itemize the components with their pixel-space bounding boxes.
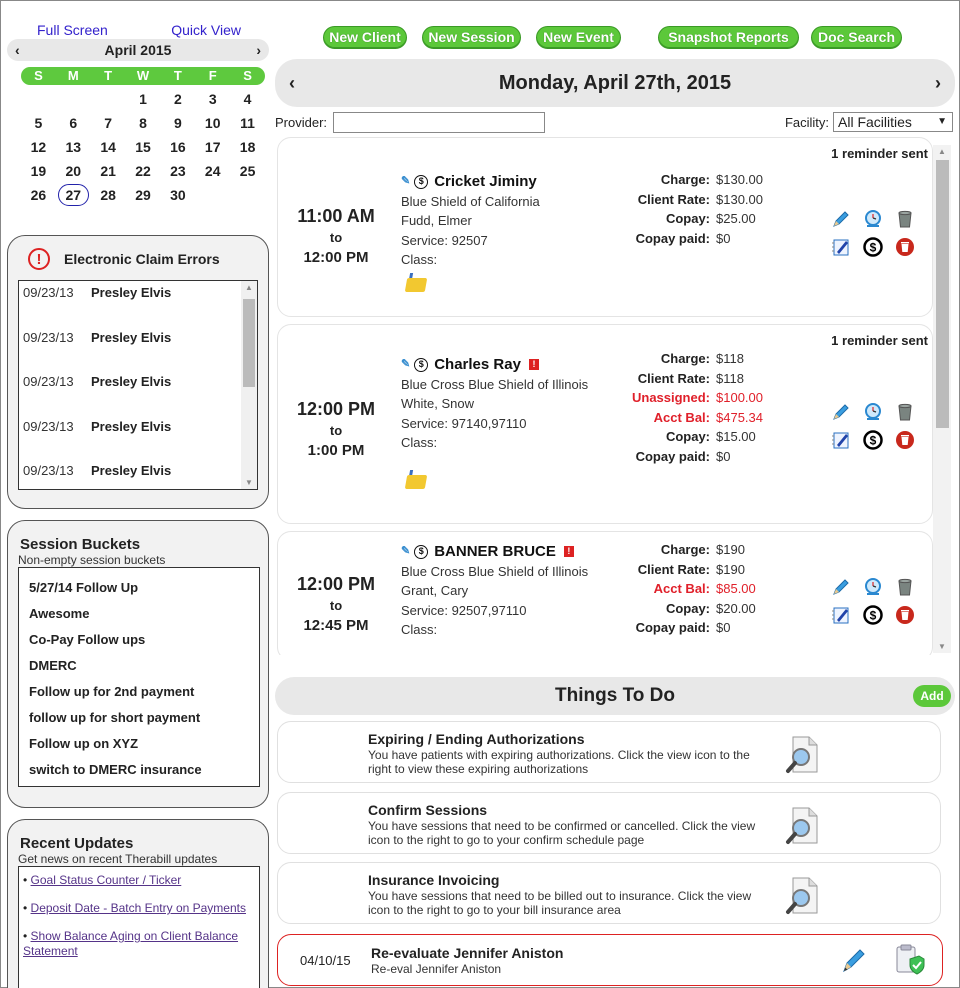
alert-circle-icon: ! xyxy=(28,248,50,270)
scroll-up-arrow-icon[interactable]: ▲ xyxy=(245,283,253,292)
recent-updates-title: Recent Updates xyxy=(20,835,134,852)
client-name-row xyxy=(401,542,588,562)
financial-row xyxy=(608,618,868,638)
financial-label: Client Rate: xyxy=(637,191,710,207)
billing-dollar-icon[interactable]: $ xyxy=(414,545,428,559)
things-to-do-header xyxy=(275,677,955,715)
provider-name: Fudd, Elmer xyxy=(401,213,472,228)
financial-row xyxy=(608,447,868,467)
calendar-day[interactable]: 3 xyxy=(208,91,217,107)
edit-task-pencil-icon[interactable] xyxy=(838,945,868,978)
calendar-day[interactable]: 29 xyxy=(135,187,151,203)
todo-title: Expiring / Ending Authorizations xyxy=(368,731,585,747)
session-actions xyxy=(830,576,926,626)
claim-errors-title: Electronic Claim Errors xyxy=(64,251,220,267)
calendar-day[interactable]: 13 xyxy=(65,139,82,155)
client-name[interactable]: BANNER BRUCE xyxy=(434,543,556,560)
financial-value: $0 xyxy=(716,448,731,464)
claim-error-row[interactable] xyxy=(19,459,257,490)
client-name[interactable]: Charles Ray xyxy=(434,356,521,373)
calendar-day[interactable]: 18 xyxy=(239,139,256,155)
reminder-clock-icon[interactable] xyxy=(862,401,884,423)
todo-description: You have patients with expiring authorizations. Click the view icon to the right to view these expiring authorizations xyxy=(368,748,750,776)
calendar-prev-month[interactable]: ‹ xyxy=(15,42,20,58)
todo-item xyxy=(277,721,941,783)
financial-value: $100.00 xyxy=(716,390,763,405)
financial-row xyxy=(608,427,868,447)
financial-value: $85.00 xyxy=(716,581,756,596)
provider-input[interactable] xyxy=(333,112,545,133)
session-notes-icon[interactable] xyxy=(830,236,852,258)
claim-client: Presley Elvis xyxy=(91,463,172,479)
left-sidebar xyxy=(7,1,269,958)
session-buckets-subtitle: Non-empty session buckets xyxy=(18,553,166,567)
calendar-day[interactable]: 23 xyxy=(170,163,186,179)
weekday-label: W xyxy=(136,68,150,83)
calendar-day[interactable]: 8 xyxy=(139,115,147,131)
financial-row xyxy=(608,408,868,428)
delete-session-trash-icon[interactable] xyxy=(894,236,916,258)
class-label: Class: xyxy=(401,252,438,267)
billing-dollar-icon[interactable]: $ xyxy=(414,175,428,189)
session-end-time: 12:00 PM xyxy=(303,249,369,266)
class-label: Class: xyxy=(401,622,438,637)
claim-date: 09/23/13 xyxy=(23,374,74,390)
view-document-icon[interactable] xyxy=(781,734,823,779)
bucket-item[interactable]: Co-Pay Follow ups xyxy=(29,632,146,647)
task-description: Re-eval Jennifer Aniston xyxy=(371,962,502,976)
financial-value: $118 xyxy=(716,370,744,386)
task-item xyxy=(277,934,943,986)
bucket-item[interactable]: switch to DMERC insurance xyxy=(29,762,202,777)
service-codes: Service: 92507,97110 xyxy=(401,602,527,618)
calendar-day[interactable]: 2 xyxy=(173,91,182,107)
complete-task-clipboard-icon[interactable] xyxy=(892,943,926,980)
reminder-status: 1 reminder sent xyxy=(831,146,928,161)
date-navigator xyxy=(275,59,955,107)
bucket-item[interactable]: follow up for short payment xyxy=(29,710,201,725)
update-item: • Show Balance Aging on Client Balance Statement xyxy=(23,929,239,958)
session-notes-icon[interactable] xyxy=(830,604,852,626)
session-card[interactable] xyxy=(277,137,933,317)
calendar-header xyxy=(7,39,269,61)
claim-error-row[interactable] xyxy=(19,281,257,326)
financial-value: $190 xyxy=(716,561,745,577)
service-codes: Service: 97140,97110 xyxy=(401,415,527,431)
calendar-day[interactable]: 19 xyxy=(30,163,47,179)
scroll-up-arrow-icon[interactable]: ▲ xyxy=(938,147,946,156)
claim-error-row[interactable] xyxy=(19,370,257,415)
cancel-session-trash-icon[interactable] xyxy=(894,208,916,230)
edit-client-pencil-icon[interactable]: ✎ xyxy=(401,545,411,557)
claim-errors-scrollbar[interactable] xyxy=(241,281,257,489)
calendar-day[interactable]: 4 xyxy=(243,91,252,107)
add-todo-button[interactable]: Add xyxy=(913,685,951,707)
client-name-row xyxy=(401,355,588,375)
todo-title: Insurance Invoicing xyxy=(368,872,500,888)
update-link[interactable]: Deposit Date - Batch Entry on Payments xyxy=(30,901,246,915)
action-toolbar xyxy=(275,26,959,50)
calendar-day[interactable]: 11 xyxy=(240,115,255,131)
delete-session-trash-icon[interactable] xyxy=(894,604,916,626)
financial-row xyxy=(608,560,868,580)
calendar-day[interactable]: 14 xyxy=(100,139,116,155)
billing-dollar-icon[interactable]: $ xyxy=(414,358,428,372)
svg-text:$: $ xyxy=(869,433,877,448)
calendar-day[interactable]: 9 xyxy=(173,115,182,131)
insurance-name: Blue Cross Blue Shield of Illinois xyxy=(401,563,589,579)
claim-client: Presley Elvis xyxy=(91,418,172,434)
session-start-time: 11:00 AM xyxy=(297,206,375,226)
bucket-item[interactable]: Follow up on XYZ xyxy=(29,736,139,751)
new-session-button[interactable]: New Session xyxy=(422,26,521,49)
financial-row xyxy=(608,349,868,369)
session-time-separator: to xyxy=(329,598,343,613)
financial-value: $15.00 xyxy=(716,429,756,444)
financial-row xyxy=(608,579,868,599)
sessions-scrollbar[interactable] xyxy=(933,145,951,653)
calendar-day[interactable]: 28 xyxy=(100,187,116,203)
update-item: • Deposit Date - Batch Entry on Payments xyxy=(23,901,246,915)
session-end-time: 1:00 PM xyxy=(307,442,365,459)
financial-label: Client Rate: xyxy=(637,370,710,386)
claim-date: 09/23/13 xyxy=(23,329,74,345)
reminder-clock-icon[interactable] xyxy=(862,208,884,230)
svg-text:$: $ xyxy=(869,240,877,255)
bucket-item[interactable]: Follow up for 2nd payment xyxy=(29,684,195,699)
calendar-empty-cell xyxy=(56,87,91,111)
payment-dollar-icon[interactable] xyxy=(862,604,884,626)
todo-item xyxy=(277,792,941,854)
financial-label: Charge: xyxy=(660,351,710,366)
weekday-label: M xyxy=(67,68,79,83)
provider-label: Provider: xyxy=(275,115,328,130)
financial-label: Acct Bal: xyxy=(653,409,710,425)
svg-text:$: $ xyxy=(869,608,877,623)
recent-updates-list xyxy=(18,866,260,988)
session-time xyxy=(278,399,394,459)
facility-select[interactable] xyxy=(833,112,953,132)
financial-value: $475.34 xyxy=(716,409,763,425)
full-screen-link[interactable]: Full Screen xyxy=(37,22,108,38)
cancel-session-trash-icon[interactable] xyxy=(894,401,916,423)
session-info xyxy=(401,542,588,640)
top-links xyxy=(7,1,269,39)
calendar-day[interactable]: 12 xyxy=(30,139,47,155)
task-title: Re-evaluate Jennifer Aniston xyxy=(371,945,564,961)
todo-item xyxy=(277,862,941,924)
edit-session-pencil-icon[interactable] xyxy=(830,401,852,423)
financial-value: $118 xyxy=(716,351,744,366)
calendar-day[interactable]: 17 xyxy=(204,139,221,155)
todo-description: You have sessions that need to be billed out to insurance. Click the view icon to the right to go to your bill insurance area xyxy=(368,889,752,917)
documents-folder-icon[interactable] xyxy=(405,475,427,489)
warning-flag-icon[interactable]: ! xyxy=(529,359,539,370)
snapshot-reports-button[interactable]: Snapshot Reports xyxy=(658,26,799,49)
bucket-item[interactable]: Awesome xyxy=(29,606,90,621)
financial-row xyxy=(608,229,868,249)
claim-errors-list xyxy=(18,280,258,490)
session-time-separator: to xyxy=(329,423,343,438)
financial-row xyxy=(608,540,868,560)
calendar-weekdays xyxy=(21,67,265,85)
client-name[interactable]: Cricket Jiminy xyxy=(434,173,537,190)
calendar-next-month[interactable]: › xyxy=(256,42,261,58)
calendar-day[interactable]: 7 xyxy=(104,115,113,131)
facility-selected-value: All Facilities xyxy=(838,114,912,130)
weekday-label: S xyxy=(34,68,43,83)
provider-name: Grant, Cary xyxy=(401,583,469,598)
session-start-time: 12:00 PM xyxy=(296,574,376,594)
financial-row xyxy=(608,599,868,619)
calendar-day[interactable]: 25 xyxy=(239,163,256,179)
edit-session-pencil-icon[interactable] xyxy=(830,576,852,598)
financial-row xyxy=(608,369,868,389)
financial-value: $130.00 xyxy=(716,191,763,207)
things-to-do-title: Things To Do xyxy=(555,685,675,706)
warning-flag-icon[interactable]: ! xyxy=(564,546,574,557)
session-buckets-title: Session Buckets xyxy=(20,536,141,553)
new-client-button[interactable]: New Client xyxy=(323,26,407,49)
financial-label: Unassigned: xyxy=(631,390,710,405)
weekday-label: T xyxy=(173,68,182,83)
update-link[interactable]: Show Balance Aging on Client Balance Statement xyxy=(23,929,239,958)
weekday-label: F xyxy=(208,68,217,83)
delete-session-trash-icon[interactable] xyxy=(894,429,916,451)
scrollbar-thumb[interactable] xyxy=(243,299,255,387)
view-document-icon[interactable] xyxy=(781,805,823,850)
service-codes: Service: 92507 xyxy=(401,232,488,248)
reminder-clock-icon[interactable] xyxy=(862,576,884,598)
calendar-day[interactable]: 5 xyxy=(34,115,43,131)
session-info xyxy=(401,355,588,453)
session-actions xyxy=(830,401,926,451)
todo-description: You have sessions that need to be confirmed or cancelled. Click the view icon to the right to go to your confirm schedule page xyxy=(368,819,756,847)
insurance-name: Blue Shield of California xyxy=(401,193,540,209)
edit-client-pencil-icon[interactable]: ✎ xyxy=(401,175,411,187)
financial-value: $0 xyxy=(716,620,731,635)
weekday-label: T xyxy=(104,68,113,83)
claim-errors-panel xyxy=(7,235,269,509)
scroll-down-arrow-icon[interactable]: ▼ xyxy=(938,642,946,651)
recent-updates-panel xyxy=(7,819,269,988)
edit-client-pencil-icon[interactable]: ✎ xyxy=(401,358,411,370)
calendar-day[interactable]: 30 xyxy=(170,187,186,203)
claim-client: Presley Elvis xyxy=(91,374,172,390)
insurance-name: Blue Cross Blue Shield of Illinois xyxy=(401,376,589,392)
schedule-filters xyxy=(275,111,955,135)
doc-search-button[interactable]: Doc Search xyxy=(811,26,902,49)
calendar-day[interactable]: 27 xyxy=(58,184,89,206)
scroll-down-arrow-icon[interactable]: ▼ xyxy=(245,478,253,487)
claim-client: Presley Elvis xyxy=(91,285,172,300)
client-name-row xyxy=(401,172,540,192)
facility-label: Facility: xyxy=(784,115,829,130)
session-buckets-list xyxy=(18,567,260,787)
class-label: Class: xyxy=(401,435,438,450)
calendar-grid xyxy=(21,87,265,207)
session-buckets-panel xyxy=(7,520,269,808)
payment-dollar-icon[interactable] xyxy=(862,429,884,451)
calendar-day[interactable]: 10 xyxy=(204,115,221,131)
bucket-item[interactable]: DMERC xyxy=(29,658,77,673)
session-notes-icon[interactable] xyxy=(830,429,852,451)
session-financials xyxy=(608,349,868,466)
calendar-day[interactable]: 22 xyxy=(135,163,151,179)
calendar-day[interactable]: 1 xyxy=(139,91,147,107)
recent-updates-subtitle: Get news on recent Therabill updates xyxy=(18,852,218,866)
financial-row xyxy=(608,388,868,408)
weekday-label: S xyxy=(243,68,252,83)
claim-client: Presley Elvis xyxy=(91,329,172,345)
session-card[interactable] xyxy=(277,324,933,524)
financial-label: Client Rate: xyxy=(637,561,710,577)
session-time-separator: to xyxy=(329,230,343,245)
claim-date: 09/23/13 xyxy=(23,285,74,300)
update-item: • Goal Status Counter / Ticker xyxy=(23,873,182,887)
new-event-button[interactable]: New Event xyxy=(536,26,621,49)
financial-value: $25.00 xyxy=(716,211,756,226)
financial-label: Copay: xyxy=(665,600,710,616)
session-actions xyxy=(830,208,926,258)
financial-label: Copay: xyxy=(665,211,710,226)
session-financials xyxy=(608,170,868,248)
financial-value: $130.00 xyxy=(716,172,763,187)
reminder-status: 1 reminder sent xyxy=(831,333,928,348)
calendar-day[interactable]: 16 xyxy=(170,139,186,155)
financial-label: Charge: xyxy=(660,542,710,557)
calendar-month-label: April 2015 xyxy=(104,42,172,58)
provider-name: White, Snow xyxy=(401,396,474,411)
update-link[interactable]: Goal Status Counter / Ticker xyxy=(30,873,182,887)
session-start-time: 12:00 PM xyxy=(296,399,376,419)
bucket-item[interactable]: 5/27/14 Follow Up xyxy=(29,580,139,595)
calendar-day[interactable]: 26 xyxy=(30,187,47,203)
session-card[interactable] xyxy=(277,531,933,655)
financial-label: Copay: xyxy=(665,429,710,444)
todo-title: Confirm Sessions xyxy=(368,802,488,818)
calendar-day[interactable]: 21 xyxy=(100,163,116,179)
claim-date: 09/23/13 xyxy=(23,463,74,479)
session-time xyxy=(278,206,394,266)
edit-session-pencil-icon[interactable] xyxy=(830,208,852,230)
calendar-day[interactable]: 24 xyxy=(204,163,221,179)
financial-row xyxy=(608,170,868,190)
task-date: 04/10/15 xyxy=(300,953,351,968)
financial-label: Copay paid: xyxy=(635,620,710,635)
financial-value: $0 xyxy=(716,230,731,246)
financial-label: Copay paid: xyxy=(635,448,710,464)
calendar-day[interactable]: 20 xyxy=(65,163,82,179)
financial-row xyxy=(608,190,868,210)
financial-value: $190 xyxy=(716,542,745,557)
sessions-list xyxy=(275,135,951,655)
financial-label: Copay paid: xyxy=(635,230,710,246)
calendar-day[interactable]: 15 xyxy=(135,139,151,155)
session-info xyxy=(401,172,540,270)
calendar-empty-cell xyxy=(21,87,56,111)
claim-error-row[interactable] xyxy=(19,326,257,371)
prev-day-button[interactable]: ‹ xyxy=(289,72,295,93)
cancel-session-trash-icon[interactable] xyxy=(894,576,916,598)
dropdown-caret-icon: ▼ xyxy=(937,116,947,127)
session-time xyxy=(278,574,394,634)
quick-view-link[interactable]: Quick View xyxy=(171,22,241,38)
calendar-day[interactable]: 6 xyxy=(69,115,78,131)
financial-label: Charge: xyxy=(660,172,710,187)
view-document-icon[interactable] xyxy=(781,875,823,920)
financial-label: Acct Bal: xyxy=(653,581,710,596)
financial-value: $20.00 xyxy=(716,600,756,616)
next-day-button[interactable]: › xyxy=(934,72,941,93)
calendar-empty-cell xyxy=(91,87,126,111)
claim-error-row[interactable] xyxy=(19,415,257,460)
session-financials xyxy=(608,540,868,638)
session-end-time: 12:45 PM xyxy=(303,617,369,634)
scrollbar-thumb[interactable] xyxy=(936,160,949,428)
payment-dollar-icon[interactable] xyxy=(862,236,884,258)
financial-row xyxy=(608,209,868,229)
current-date-title: Monday, April 27th, 2015 xyxy=(498,71,732,94)
documents-folder-icon[interactable] xyxy=(405,278,427,292)
claim-date: 09/23/13 xyxy=(23,418,74,434)
